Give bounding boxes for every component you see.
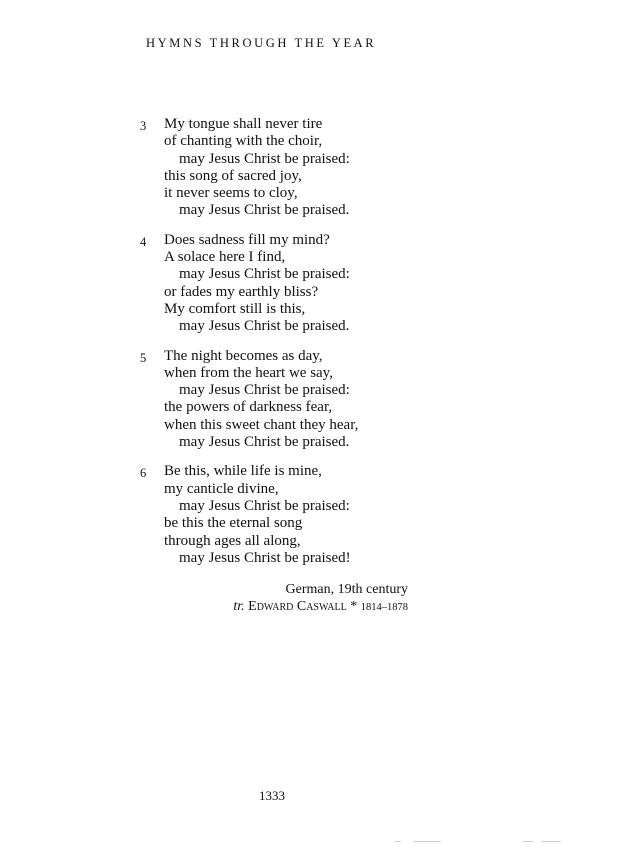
altered-mark: * [350, 599, 358, 614]
verse-line: it never seems to cloy, [164, 185, 298, 202]
running-head: HYMNS THROUGH THE YEAR [146, 36, 377, 50]
stanza-number: 4 [140, 234, 147, 249]
translator-prefix: tr. [233, 599, 245, 614]
stanza-4 [140, 232, 440, 336]
translator-credit [233, 598, 408, 616]
verse-line: when this sweet chant they hear, [164, 416, 359, 433]
hymn-text [140, 116, 440, 579]
stanza-6 [140, 463, 440, 567]
verse-line: A solace here I find, [164, 249, 286, 266]
verse-line: of chanting with the choir, [164, 133, 323, 150]
page-number: 1333 [259, 788, 285, 803]
attribution [233, 581, 408, 616]
verse-line: through ages all along, [164, 532, 301, 549]
refrain-line: may Jesus Christ be praised! [179, 549, 351, 566]
stanza-5 [140, 348, 440, 452]
scan-artifact [395, 839, 575, 845]
verse-line: this song of sacred joy, [164, 167, 302, 184]
verse-line: the powers of darkness fear, [164, 399, 333, 416]
verse-line: when from the heart we say, [164, 364, 333, 381]
stanza-number: 3 [140, 119, 147, 133]
refrain-line: may Jesus Christ be praised. [179, 318, 350, 335]
refrain-line: may Jesus Christ be praised: [179, 266, 350, 283]
stanza-3 [140, 116, 440, 220]
translator-name: Edward Caswall [248, 599, 347, 614]
refrain-line: may Jesus Christ be praised. [179, 434, 350, 451]
stanza-number: 6 [140, 466, 147, 481]
stanza-number: 5 [140, 350, 147, 365]
verse-line: The night becomes as day, [164, 347, 323, 364]
refrain-line: may Jesus Christ be praised: [179, 382, 350, 399]
refrain-line: may Jesus Christ be praised. [179, 202, 350, 219]
verse-line: be this the eternal song [164, 515, 303, 532]
verse-line: Be this, while life is mine, [164, 463, 322, 480]
verse-line: my canticle divine, [164, 480, 279, 497]
verse-line: My tongue shall never tire [164, 116, 323, 132]
refrain-line: may Jesus Christ be praised: [179, 150, 350, 167]
refrain-line: may Jesus Christ be praised: [179, 497, 350, 514]
text-origin: German, 19th century [285, 582, 408, 597]
verse-line: or fades my earthly bliss? [164, 283, 319, 300]
verse-line: My comfort still is this, [164, 300, 306, 317]
translator-dates: 1814–1878 [360, 602, 408, 613]
verse-line: Does sadness fill my mind? [164, 231, 330, 248]
